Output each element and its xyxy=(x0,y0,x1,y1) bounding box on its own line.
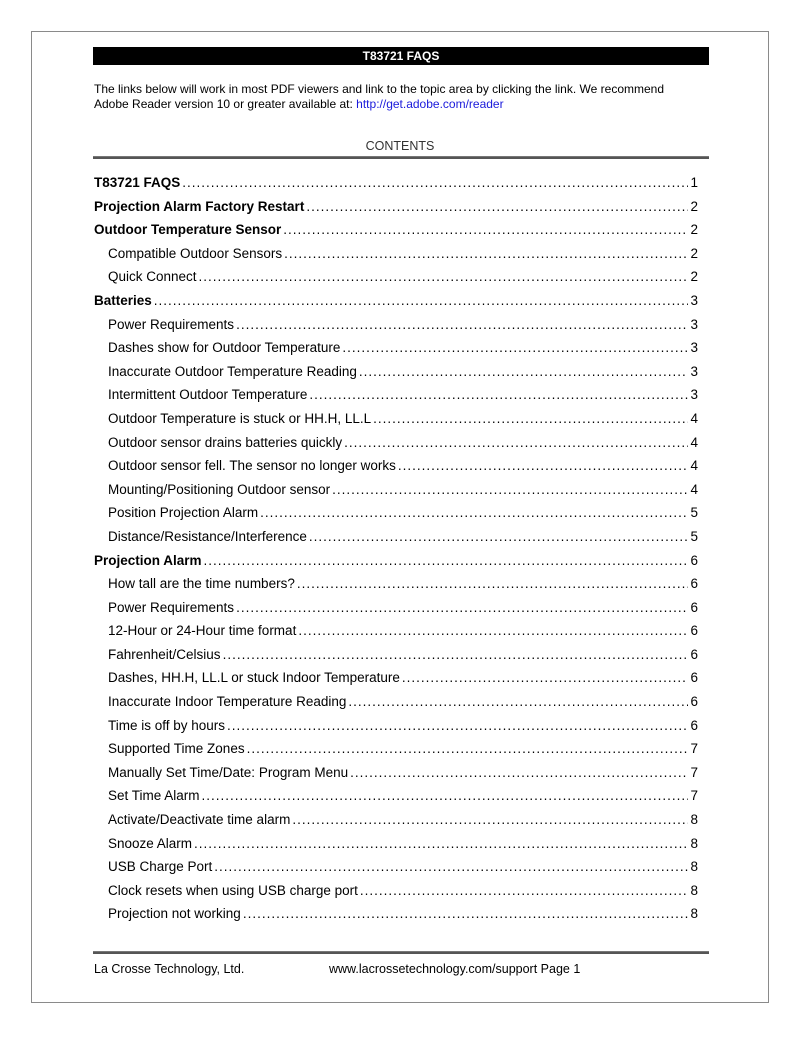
toc-entry[interactable] xyxy=(94,879,698,903)
toc-leader-dots xyxy=(373,407,688,431)
toc-entry-label: Inaccurate Indoor Temperature Reading xyxy=(108,694,347,710)
toc-entry-label: Batteries xyxy=(94,292,152,308)
toc-entry-label: T83721 FAQS xyxy=(94,175,181,190)
toc-entry[interactable] xyxy=(94,478,698,502)
toc-entry[interactable] xyxy=(94,855,698,879)
toc-entry-label: Snooze Alarm xyxy=(108,835,193,851)
toc-leader-dots xyxy=(306,195,688,219)
toc-entry[interactable] xyxy=(94,525,698,549)
toc-leader-dots xyxy=(283,218,688,242)
toc-entry[interactable] xyxy=(94,171,698,195)
toc-entry-page: 8 xyxy=(690,882,698,898)
toc-entry-page: 3 xyxy=(690,340,698,356)
toc-entry-page: 4 xyxy=(690,481,698,497)
toc-entry-label: Outdoor Temperature Sensor xyxy=(94,222,282,238)
toc-leader-dots xyxy=(309,383,688,407)
toc-entry[interactable] xyxy=(94,808,698,832)
toc-leader-dots xyxy=(284,242,688,266)
toc-entry-page: 4 xyxy=(690,434,698,450)
toc-entry-page: 3 xyxy=(690,363,698,379)
toc-entry[interactable] xyxy=(94,737,698,761)
toc-leader-dots xyxy=(194,832,688,856)
toc-leader-dots xyxy=(227,714,688,738)
toc-leader-dots xyxy=(359,360,688,384)
toc-entry[interactable] xyxy=(94,407,698,431)
toc-entry-page: 5 xyxy=(690,505,698,521)
intro-paragraph xyxy=(94,82,694,112)
toc-entry-page: 7 xyxy=(690,788,698,804)
toc-entry-page: 6 xyxy=(690,576,698,592)
toc-entry[interactable] xyxy=(94,218,698,242)
toc-leader-dots xyxy=(309,525,688,549)
toc-entry-page: 7 xyxy=(690,764,698,780)
toc-leader-dots xyxy=(342,336,688,360)
toc-entry-page: 4 xyxy=(690,410,698,426)
toc-entry[interactable] xyxy=(94,313,698,337)
toc-leader-dots xyxy=(298,619,688,643)
toc-leader-dots xyxy=(223,643,688,667)
toc-entry[interactable] xyxy=(94,549,698,573)
toc-leader-dots xyxy=(260,501,688,525)
toc-entry-label: Manually Set Time/Date: Program Menu xyxy=(108,764,349,780)
toc-entry[interactable] xyxy=(94,265,698,289)
toc-entry[interactable] xyxy=(94,666,698,690)
toc-entry-page: 7 xyxy=(690,741,698,757)
toc-entry-label: Compatible Outdoor Sensors xyxy=(108,245,283,261)
toc-entry-page: 8 xyxy=(690,835,698,851)
toc-entry-page: 8 xyxy=(690,859,698,875)
toc-entry-page: 2 xyxy=(690,245,698,261)
toc-entry-page: 3 xyxy=(690,292,698,308)
toc-entry-label: Power Requirements xyxy=(108,599,235,615)
toc-entry-page: 3 xyxy=(690,387,698,403)
toc-entry[interactable] xyxy=(94,572,698,596)
toc-entry-page: 8 xyxy=(690,812,698,828)
toc-leader-dots xyxy=(292,808,688,832)
toc-entry[interactable] xyxy=(94,383,698,407)
toc-leader-dots xyxy=(344,431,688,455)
toc-entry-label: Activate/Deactivate time alarm xyxy=(108,812,291,828)
document-page xyxy=(31,31,769,1003)
toc-leader-dots xyxy=(402,666,688,690)
toc-leader-dots xyxy=(199,265,688,289)
adobe-reader-link[interactable]: http://get.adobe.com/reader xyxy=(356,97,504,111)
contents-divider xyxy=(93,156,709,159)
toc-entry-label: Set Time Alarm xyxy=(108,788,200,804)
toc-entry-label: Fahrenheit/Celsius xyxy=(108,646,221,662)
footer-company: La Crosse Technology, Ltd. xyxy=(94,962,245,976)
toc-entry[interactable] xyxy=(94,690,698,714)
toc-entry-page: 3 xyxy=(690,316,698,332)
toc-entry[interactable] xyxy=(94,336,698,360)
table-of-contents xyxy=(94,171,698,926)
toc-entry-page: 6 xyxy=(690,623,698,639)
toc-entry-label: Position Projection Alarm xyxy=(108,505,259,521)
toc-entry-label: Projection Alarm Factory Restart xyxy=(94,198,305,214)
toc-entry-label: Dashes, HH.H, LL.L or stuck Indoor Temperature xyxy=(108,670,400,686)
toc-entry[interactable] xyxy=(94,784,698,808)
toc-entry-label: Quick Connect xyxy=(108,269,197,285)
toc-leader-dots xyxy=(236,596,688,620)
toc-entry-label: Outdoor sensor fell. The sensor no longer works xyxy=(108,458,396,474)
toc-leader-dots xyxy=(154,289,688,313)
toc-entry[interactable] xyxy=(94,902,698,926)
footer-support: www.lacrossetechnology.com/support Page 1 xyxy=(329,962,581,976)
intro-text: The links below will work in most PDF viewers and link to the topic area by clicking the link. We recommend Adobe Reader version 10 or greater available at: xyxy=(94,82,664,111)
toc-entry-label: Inaccurate Outdoor Temperature Reading xyxy=(108,363,357,379)
toc-entry-label: Outdoor sensor drains batteries quickly xyxy=(108,434,343,450)
toc-entry-label: Intermittent Outdoor Temperature xyxy=(108,387,308,403)
toc-leader-dots xyxy=(204,549,688,573)
toc-entry-label: 12-Hour or 24-Hour time format xyxy=(108,623,297,639)
toc-entry[interactable] xyxy=(94,242,698,266)
toc-leader-dots xyxy=(350,761,688,785)
toc-entry[interactable] xyxy=(94,596,698,620)
toc-entry-page: 6 xyxy=(690,646,698,662)
toc-entry-label: Power Requirements xyxy=(108,316,235,332)
toc-entry[interactable] xyxy=(94,643,698,667)
toc-entry-label: Supported Time Zones xyxy=(108,741,245,757)
toc-entry-page: 6 xyxy=(690,670,698,686)
toc-entry-label: Time is off by hours xyxy=(108,717,226,733)
toc-entry-label: Dashes show for Outdoor Temperature xyxy=(108,340,341,356)
toc-entry-label: How tall are the time numbers? xyxy=(108,576,295,592)
toc-entry-label: Distance/Resistance/Interference xyxy=(108,528,307,544)
toc-entry[interactable] xyxy=(94,619,698,643)
toc-entry[interactable] xyxy=(94,195,698,219)
toc-entry[interactable] xyxy=(94,761,698,785)
page-title: T83721 FAQS xyxy=(93,47,709,65)
toc-entry-page: 4 xyxy=(690,458,698,474)
toc-entry[interactable] xyxy=(94,714,698,738)
toc-entry-page: 1 xyxy=(690,175,698,190)
toc-entry-label: Outdoor Temperature is stuck or HH.H, LL.L xyxy=(108,410,372,426)
toc-entry[interactable] xyxy=(94,832,698,856)
toc-entry-page: 2 xyxy=(690,198,698,214)
toc-leader-dots xyxy=(398,454,688,478)
footer-divider xyxy=(93,951,709,954)
toc-entry[interactable] xyxy=(94,501,698,525)
toc-entry-page: 5 xyxy=(690,528,698,544)
toc-leader-dots xyxy=(348,690,688,714)
toc-entry-page: 6 xyxy=(690,599,698,615)
toc-entry-page: 6 xyxy=(690,694,698,710)
toc-entry-page: 6 xyxy=(690,717,698,733)
toc-leader-dots xyxy=(236,313,688,337)
toc-entry[interactable] xyxy=(94,289,698,313)
toc-leader-dots xyxy=(360,879,688,903)
toc-entry[interactable] xyxy=(94,431,698,455)
toc-entry-label: Mounting/Positioning Outdoor sensor xyxy=(108,481,331,497)
toc-entry-label: USB Charge Port xyxy=(108,859,213,875)
toc-entry[interactable] xyxy=(94,360,698,384)
toc-entry-page: 8 xyxy=(690,906,698,922)
toc-leader-dots xyxy=(247,737,688,761)
contents-heading: CONTENTS xyxy=(365,139,435,153)
toc-entry-label: Projection Alarm xyxy=(94,552,202,568)
toc-leader-dots xyxy=(214,855,688,879)
toc-leader-dots xyxy=(332,478,688,502)
toc-entry-label: Clock resets when using USB charge port xyxy=(108,882,358,898)
toc-entry[interactable] xyxy=(94,454,698,478)
toc-entry-page: 2 xyxy=(690,269,698,285)
toc-leader-dots xyxy=(202,784,688,808)
toc-leader-dots xyxy=(243,902,688,926)
toc-entry-page: 6 xyxy=(690,552,698,568)
toc-leader-dots xyxy=(182,171,688,195)
toc-entry-label: Projection not working xyxy=(108,906,241,922)
toc-entry-page: 2 xyxy=(690,222,698,238)
toc-leader-dots xyxy=(297,572,688,596)
